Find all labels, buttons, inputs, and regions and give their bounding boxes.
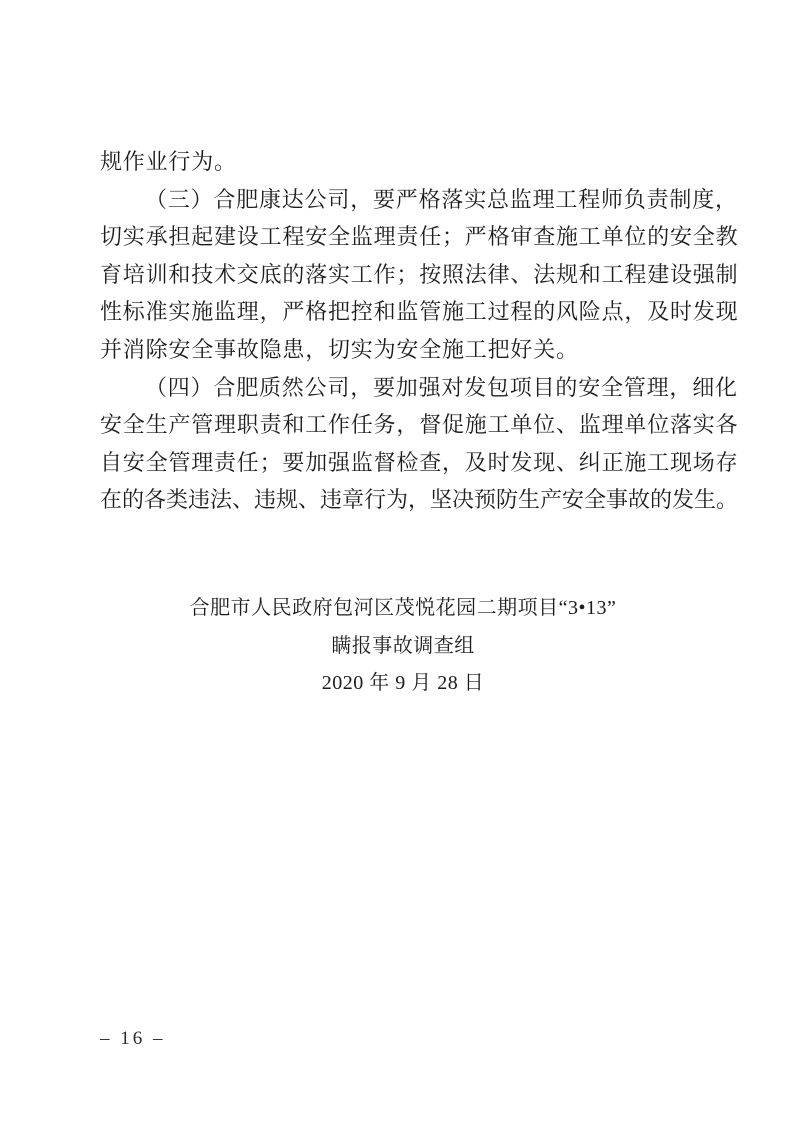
body-line: 在的各类违法、违规、违章行为，坚决预防生产安全事故的发生。	[100, 487, 739, 513]
signature-block	[100, 590, 706, 703]
body-line-para-3-start: （三）合肥康达公司，要严格落实总监理工程师负责制度，	[145, 186, 738, 212]
body-line: 自安全管理责任；要加强监督检查，及时发现、纠正施工现场存	[100, 449, 739, 475]
body-text	[100, 143, 739, 519]
body-line-para-4-start: （四）合肥质然公司，要加强对发包项目的安全管理，细化	[145, 374, 738, 400]
body-line: 育培训和技术交底的落实工作；按照法律、法规和工程建设强制	[100, 261, 739, 287]
signature-org-line1: 合肥市人民政府包河区茂悦花园二期项目“3•13”	[189, 597, 617, 619]
signature-date: 2020 年 9 月 28 日	[321, 672, 485, 694]
body-line: 性标准实施监理，严格把控和监管施工过程的风险点，及时发现	[100, 299, 739, 325]
body-line: 规作业行为。	[100, 149, 237, 174]
signature-org-line2: 瞒报事故调查组	[331, 634, 475, 657]
body-line: 安全生产管理职责和工作任务，督促施工单位、监理单位落实各	[100, 412, 739, 438]
body-line: 并消除安全事故隐患，切实为安全施工把好关。	[100, 336, 579, 362]
body-line: 切实承担起建设工程安全监理责任；严格审查施工单位的安全教	[100, 224, 739, 250]
page-number: – 16 –	[100, 1028, 166, 1049]
